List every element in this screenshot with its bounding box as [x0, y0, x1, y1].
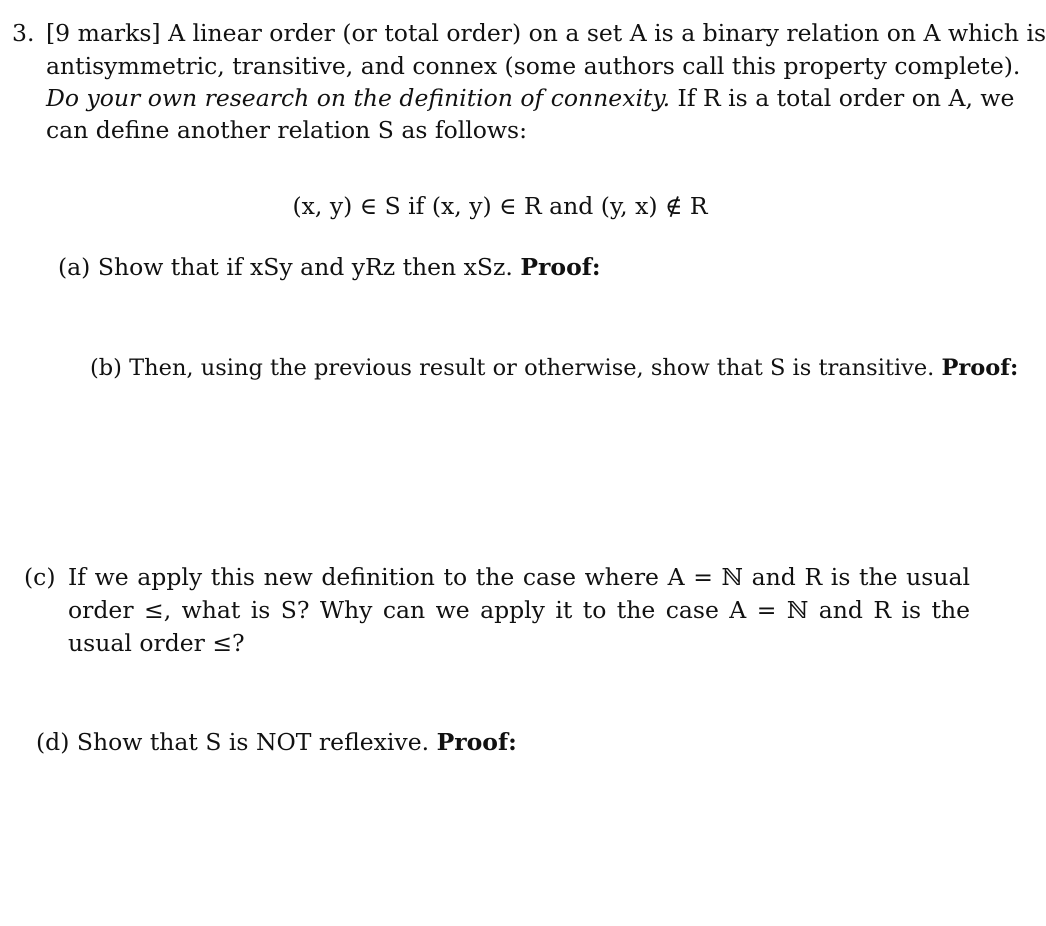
- question-intro-line-3: [46, 82, 1015, 114]
- part-c-line-2: order ≤, what is S? Why can we apply it to the case A = ℕ and R is the: [68, 596, 970, 624]
- part-b: [90, 352, 1018, 384]
- part-b-text: Then, using the previous result or otherwise, show that S is transitive.: [129, 355, 935, 381]
- intro-text-1: A linear order (or total order) on a set A is a binary relation on A which is: [168, 19, 1046, 47]
- part-a: [58, 251, 601, 283]
- part-a-text: Show that if xSy and yRz then xSz.: [97, 253, 513, 281]
- marks-label: [9 marks]: [46, 19, 161, 47]
- question-intro-line-4: can define another relation S as follows:: [46, 116, 528, 144]
- research-note: Do your own research on the definition of connexity.: [46, 84, 671, 112]
- part-a-proof-label: Proof:: [520, 253, 601, 281]
- question-intro-line-2: antisymmetric, transitive, and connex (some authors call this property complete).: [46, 52, 1021, 80]
- relation-definition: (x, y) ∈ S if (x, y) ∈ R and (y, x) ∉ R: [292, 192, 708, 220]
- part-d-proof-label: Proof:: [436, 728, 517, 756]
- intro-text-3: If R is a total order on A, we: [677, 84, 1015, 112]
- question-intro-line-1: [46, 17, 1046, 49]
- part-c-line-1: If we apply this new definition to the case where A = ℕ and R is the usual: [68, 563, 970, 591]
- part-d-label: (d): [36, 728, 70, 756]
- part-d-text: Show that S is NOT reflexive.: [76, 728, 430, 756]
- part-b-proof-label: Proof:: [941, 355, 1019, 381]
- part-c-label: (c): [24, 563, 56, 591]
- part-c-line-3: usual order ≤?: [68, 629, 245, 657]
- part-b-label: (b): [90, 355, 122, 381]
- question-number: 3.: [12, 19, 35, 47]
- part-a-label: (a): [58, 253, 91, 281]
- part-d: [36, 726, 517, 758]
